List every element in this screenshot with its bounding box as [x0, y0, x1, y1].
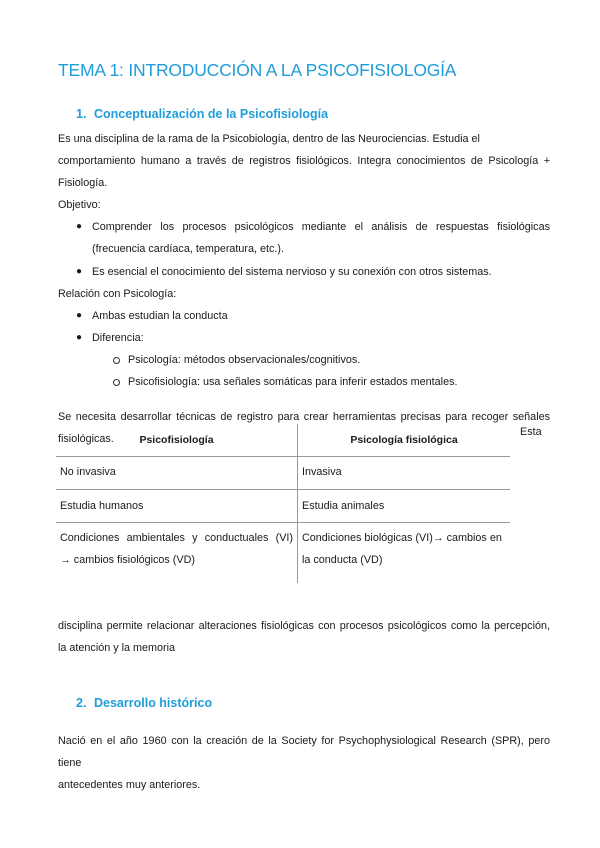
table-row	[56, 523, 510, 584]
relacion-label: Relación con Psicología:	[58, 288, 177, 300]
esta-word: Esta	[520, 426, 542, 438]
table-cell-line: Condiciones biológicas (VI)→ cambios en	[302, 532, 502, 544]
diferencia-sub-1: Psicología: métodos observacionales/cognitivos.	[128, 354, 361, 366]
section-1-heading	[76, 107, 328, 121]
objetivo-bullet-1-line-2: (frecuencia cardíaca, temperatura, etc.).	[92, 243, 285, 255]
bullet-dot: ●	[76, 332, 83, 343]
historia-paragraph	[58, 730, 550, 796]
table-cell: No invasiva	[56, 457, 298, 490]
bullet-dot: ●	[76, 266, 83, 277]
table-cell-line: la conducta (VD)	[302, 554, 383, 566]
circle-bullet-icon	[113, 357, 120, 364]
intro-line-2: comportamiento humano a través de registros fisiológicos. Integra conocimientos de Psicología +	[58, 155, 550, 167]
relacion-bullet-1: Ambas estudian la conducta	[92, 310, 228, 322]
intro-line-3: Fisiología.	[58, 177, 108, 189]
intro-paragraph	[58, 128, 550, 194]
table-header-psicofisiologia: Psicofisiología	[56, 424, 298, 457]
section-1-title: Conceptualización de la Psicofisiología	[94, 107, 329, 121]
table-cell	[298, 523, 511, 584]
table-cell: Estudia humanos	[56, 490, 298, 523]
table-header-psicologia-fisiologica: Psicología fisiológica	[298, 424, 511, 457]
table-row	[56, 457, 510, 490]
bullet-dot: ●	[76, 221, 83, 232]
diferencia-sub-2: Psicofisiología: usa señales somáticas para inferir estados mentales.	[128, 376, 458, 388]
comparison-table	[56, 424, 510, 583]
objetivo-bullet-1	[92, 216, 550, 260]
historia-line-1: Nació en el año 1960 con la creación de la Society for Psychophysiological Research (SPR), pero tiene	[58, 735, 550, 769]
disciplina-line-1: disciplina permite relacionar alteraciones fisiológicas con procesos psicológicos como la percepción,	[58, 620, 550, 632]
objetivo-bullet-1-line-1: Comprender los procesos psicológicos mediante el análisis de respuestas fisiológicas	[92, 221, 550, 233]
registro-line-2: fisiológicas.	[58, 433, 114, 445]
table-cell	[56, 523, 298, 584]
table-cell: Estudia animales	[298, 490, 511, 523]
table-cell-line: → cambios fisiológicos (VD)	[60, 554, 195, 566]
disciplina-line-2: la atención y la memoria	[58, 642, 176, 654]
section-1-number: 1.	[76, 107, 87, 121]
relacion-bullet-2: Diferencia:	[92, 332, 144, 344]
historia-line-2: antecedentes muy anteriores.	[58, 779, 201, 791]
bullet-dot: ●	[76, 310, 83, 321]
registro-line-1: Se necesita desarrollar técnicas de registro para crear herramientas precisas para recoger señales	[58, 411, 550, 423]
section-2-title: Desarrollo histórico	[94, 696, 213, 710]
section-2-number: 2.	[76, 696, 87, 710]
table-row	[56, 490, 510, 523]
table-cell-line: Condiciones ambientales y conductuales (VI)	[60, 532, 293, 544]
intro-line-1: Es una disciplina de la rama de la Psicobiología, dentro de las Neurociencias. Estudia el	[58, 133, 480, 145]
page-title: TEMA 1: INTRODUCCIÓN A LA PSICOFISIOLOGÍA	[58, 60, 457, 80]
objetivo-label: Objetivo:	[58, 199, 101, 211]
section-2-heading	[76, 696, 212, 710]
disciplina-paragraph	[58, 615, 550, 659]
table-header-row	[56, 424, 510, 457]
objetivo-bullet-2: Es esencial el conocimiento del sistema nervioso y su conexión con otros sistemas.	[92, 266, 492, 278]
circle-bullet-icon	[113, 379, 120, 386]
table-cell: Invasiva	[298, 457, 511, 490]
